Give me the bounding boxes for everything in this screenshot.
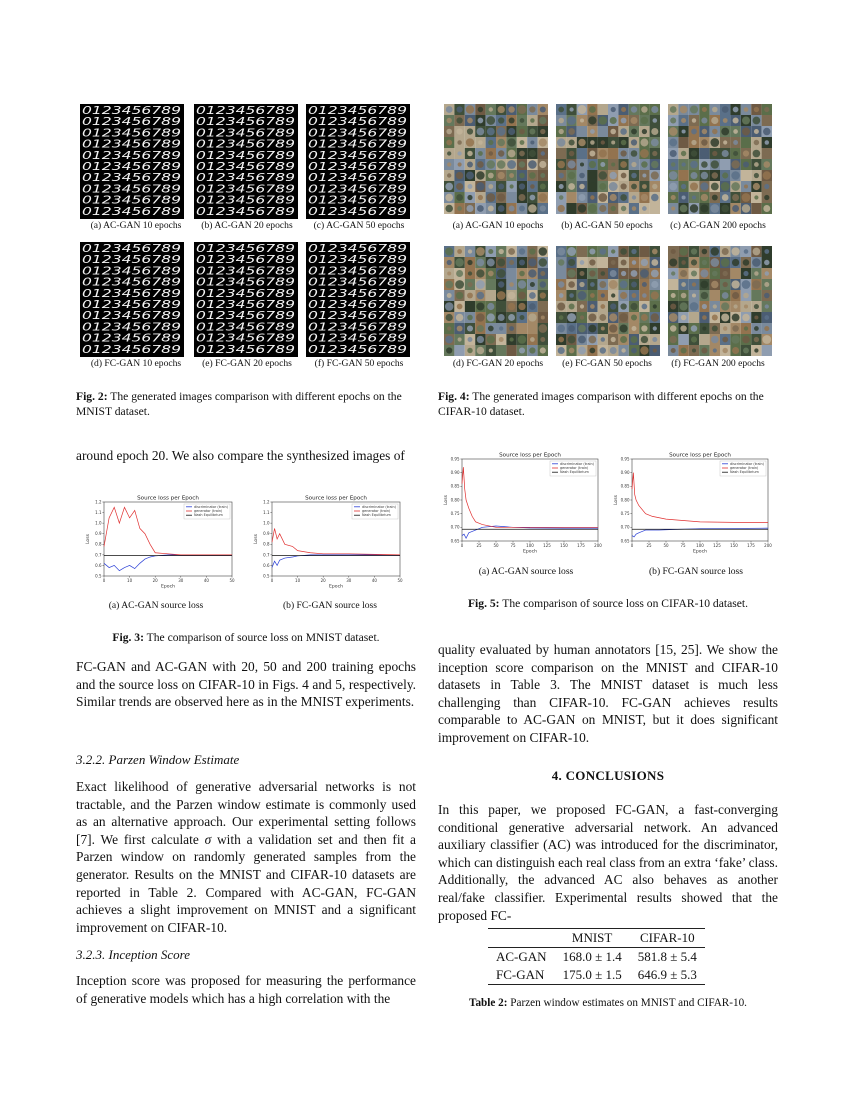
fig2-subcaption-a: (a) AC-GAN 10 epochs	[90, 220, 182, 231]
fig4-subcaption-d: (d) FC-GAN 20 epochs	[452, 358, 544, 369]
conclusions-heading: 4. CONCLUSIONS	[551, 768, 665, 783]
svg-text:0123456789: 0123456789	[82, 286, 181, 300]
fig4-image-d	[444, 246, 548, 361]
x-tick-label: 175	[577, 543, 585, 548]
x-tick-label: 0	[460, 543, 464, 548]
fig2-subcaption-c: (c) AC-GAN 50 epochs	[313, 220, 405, 231]
x-tick-label: 25	[476, 543, 482, 548]
svg-text:0123456789: 0123456789	[82, 160, 181, 173]
svg-text:0123456789: 0123456789	[82, 182, 181, 196]
chart-title: Source loss per Epoch	[305, 495, 367, 502]
fig5-caption	[438, 596, 778, 611]
table-cell: 646.9 ± 5.3	[630, 966, 705, 985]
fig3-chart-a	[82, 492, 242, 594]
left-paragraph-2: FC-GAN and AC-GAN with 20, 50 and 200 training epochs and the source loss on CIFAR-10 in Figs. 4 and 5, respectively. Similar trends are observed here as in the MNIST experiments.	[76, 659, 416, 710]
svg-text:0123456789: 0123456789	[82, 298, 181, 311]
fig4-image-e	[556, 246, 660, 361]
fig4-subcaption-e: (e) FC-GAN 50 epochs	[562, 358, 652, 369]
chart-title: Source loss per Epoch	[137, 495, 199, 502]
legend-entry: generator (train)	[362, 509, 391, 513]
fig4-image-a	[444, 104, 548, 219]
svg-text:0123456789: 0123456789	[82, 242, 181, 255]
svg-text:0123456789: 0123456789	[308, 115, 407, 129]
y-axis-label: Loss	[86, 533, 91, 545]
right-paragraph-2: In this paper, we proposed FC-GAN, a fast-converging conditional generative adversarial network. An advanced auxiliary classifier (AC) was introduced for the discriminator, which can distinguish each real class from an extra ‘fake’ class. Additionally, the advanced AC also behaves as another real/fake classifier. Experimental results showed that the proposed FC-	[438, 802, 778, 923]
svg-text:0123456789: 0123456789	[196, 253, 295, 267]
table-header-empty	[488, 929, 555, 948]
svg-text:0123456789: 0123456789	[196, 275, 295, 289]
y-tick-label: 0.8	[263, 541, 270, 547]
svg-text:0123456789: 0123456789	[196, 242, 295, 255]
legend-entry: discriminator (train)	[730, 461, 764, 466]
svg-text:0123456789: 0123456789	[308, 331, 407, 345]
y-tick-label: 0.90	[620, 470, 630, 476]
fig3-caption-text: The comparison of source loss on MNIST dataset.	[146, 631, 380, 644]
right-paragraph-1: quality evaluated by human annotators [15, 25]. We show the inception score comparison on the MNIST and CIFAR-10 datasets in Table 3. The MNIST dataset is much less challenging than CIFAR-10. FC-GAN achieves results comparable to AC-GAN on MNIST, but it does significant improvement on CIFAR-10.	[438, 642, 778, 745]
table-header-cifar: CIFAR-10	[630, 929, 705, 948]
legend-entry: Nash Equilibrium	[194, 513, 223, 518]
svg-text:0123456789: 0123456789	[82, 204, 181, 218]
y-tick-label: 0.70	[450, 524, 460, 530]
y-tick-label: 0.95	[450, 456, 460, 462]
x-tick-label: 75	[680, 543, 686, 548]
y-tick-label: 0.8	[95, 541, 102, 547]
svg-text:0123456789: 0123456789	[196, 264, 295, 278]
x-tick-label: 100	[526, 543, 534, 548]
x-tick-label: 125	[713, 543, 721, 548]
table-cell: AC-GAN	[496, 949, 547, 964]
table-cell: FC-GAN	[488, 966, 555, 985]
svg-text:0123456789: 0123456789	[196, 309, 295, 323]
svg-text:0123456789: 0123456789	[196, 160, 295, 173]
legend-entry: generator (train)	[730, 466, 759, 470]
x-tick-label: 0	[630, 543, 634, 548]
y-tick-label: 0.70	[620, 524, 630, 530]
svg-text:0123456789: 0123456789	[82, 264, 181, 278]
y-tick-label: 0.7	[263, 552, 270, 558]
fig3-subcaption-a: (a) AC-GAN source loss	[108, 600, 204, 611]
svg-text:0123456789: 0123456789	[82, 104, 181, 117]
legend-entry: discriminator (train)	[362, 504, 396, 509]
fig4-subcaption-f: (f) FC-GAN 200 epochs	[671, 358, 765, 369]
legend-entry: generator (train)	[194, 509, 223, 513]
fig5-chart-b	[610, 449, 778, 559]
x-tick-label: 10	[295, 578, 301, 583]
svg-text:0123456789: 0123456789	[196, 298, 295, 311]
legend-entry: discriminator (train)	[194, 504, 228, 509]
x-tick-label: 50	[493, 543, 499, 548]
fig2-image-e	[194, 242, 298, 357]
table-cell: 168.0 ± 1.4	[562, 949, 622, 964]
chart-title: Source loss per Epoch	[669, 452, 731, 459]
fig5-chart-a	[440, 449, 608, 559]
svg-text:0123456789: 0123456789	[196, 182, 295, 196]
parzen-results-table	[488, 928, 705, 985]
y-tick-label: 0.80	[450, 497, 460, 503]
svg-text:0123456789: 0123456789	[82, 331, 181, 345]
fig4-subcaption-b: (b) AC-GAN 50 epochs	[561, 220, 653, 231]
y-tick-label: 0.65	[450, 538, 460, 544]
svg-text:0123456789: 0123456789	[196, 171, 295, 185]
svg-text:0123456789: 0123456789	[308, 320, 407, 334]
y-tick-label: 0.9	[263, 531, 270, 537]
x-tick-label: 20	[152, 578, 158, 583]
svg-text:0123456789: 0123456789	[196, 193, 295, 207]
y-axis-label: Loss	[444, 494, 449, 506]
y-tick-label: 0.85	[620, 483, 630, 489]
table-2	[488, 928, 705, 985]
svg-text:0123456789: 0123456789	[82, 320, 181, 334]
svg-text:0123456789: 0123456789	[196, 104, 295, 117]
table-row	[488, 966, 705, 985]
y-tick-label: 0.85	[450, 483, 460, 489]
svg-text:0123456789: 0123456789	[308, 264, 407, 278]
y-tick-label: 1.1	[95, 509, 102, 515]
fig4-image-f	[668, 246, 772, 361]
fig4-image-b	[556, 104, 660, 219]
svg-text:0123456789: 0123456789	[82, 193, 181, 207]
fig5-subcaption-a: (a) AC-GAN source loss	[478, 566, 574, 577]
fig2-image-a	[80, 104, 184, 219]
x-tick-label: 40	[203, 578, 209, 583]
sigma-symbol: σ	[204, 831, 212, 847]
fig4-caption	[438, 389, 778, 419]
y-tick-label: 0.75	[450, 511, 460, 517]
x-tick-label: 200	[594, 543, 602, 548]
x-tick-label: 150	[560, 543, 568, 548]
svg-text:0123456789: 0123456789	[196, 204, 295, 218]
fig3-caption	[76, 630, 416, 645]
x-tick-label: 50	[397, 578, 403, 583]
x-tick-label: 30	[346, 578, 352, 583]
fig4-image-c	[668, 104, 772, 219]
svg-text:0123456789: 0123456789	[308, 286, 407, 300]
svg-text:0123456789: 0123456789	[308, 126, 407, 140]
fig2-subcaption-f: (f) FC-GAN 50 epochs	[314, 358, 404, 369]
fig2-image-d	[80, 242, 184, 357]
fig2-caption-text: The generated images comparison with different epochs on the MNIST dataset.	[76, 390, 402, 418]
svg-text:0123456789: 0123456789	[82, 309, 181, 323]
x-tick-label: 30	[178, 578, 184, 583]
legend-entry: Nash Equilibrium	[362, 513, 391, 518]
y-tick-label: 1.0	[263, 520, 270, 526]
fig3-subcaption-b: (b) FC-GAN source loss	[282, 600, 378, 611]
y-tick-label: 0.75	[620, 511, 630, 517]
svg-text:0123456789: 0123456789	[308, 253, 407, 267]
fig3-label: Fig. 3:	[112, 631, 144, 644]
y-tick-label: 0.7	[95, 552, 102, 558]
svg-text:0123456789: 0123456789	[196, 137, 295, 151]
svg-text:0123456789: 0123456789	[196, 126, 295, 140]
x-axis-label: Epoch	[522, 549, 538, 555]
svg-text:0123456789: 0123456789	[82, 342, 181, 356]
y-tick-label: 0.95	[620, 456, 630, 462]
x-tick-label: 40	[371, 578, 377, 583]
fig3-chart-b	[250, 492, 410, 594]
table-header-mnist: MNIST	[555, 929, 630, 948]
y-tick-label: 0.5	[95, 573, 102, 579]
y-tick-label: 1.2	[95, 499, 102, 505]
x-tick-label: 0	[270, 578, 274, 583]
y-tick-label: 1.2	[263, 499, 270, 505]
section-3-2-2-heading: 3.2.2. Parzen Window Estimate	[76, 752, 240, 767]
fig4-subcaption-a: (a) AC-GAN 10 epochs	[452, 220, 544, 231]
x-tick-label: 125	[543, 543, 551, 548]
fig2-label: Fig. 2:	[76, 390, 108, 403]
svg-text:0123456789: 0123456789	[82, 253, 181, 267]
y-tick-label: 0.5	[263, 573, 270, 579]
x-tick-label: 25	[646, 543, 652, 548]
x-tick-label: 20	[320, 578, 326, 583]
svg-text:0123456789: 0123456789	[308, 275, 407, 289]
fig2-image-c	[306, 104, 410, 219]
svg-text:0123456789: 0123456789	[82, 137, 181, 151]
fig5-caption-text: The comparison of source loss on CIFAR-10 dataset.	[502, 597, 749, 610]
table-cell: 175.0 ± 1.5	[555, 966, 630, 985]
fig4-subcaption-c: (c) AC-GAN 200 epochs	[670, 220, 766, 231]
section-3-2-3-heading: 3.2.3. Inception Score	[76, 947, 190, 962]
fig2-caption	[76, 389, 416, 419]
svg-text:0123456789: 0123456789	[308, 148, 407, 162]
y-tick-label: 1.1	[263, 509, 270, 515]
svg-text:0123456789: 0123456789	[308, 160, 407, 173]
left-paragraph-3	[76, 778, 416, 936]
fig2-image-b	[194, 104, 298, 219]
x-axis-label: Epoch	[692, 549, 708, 555]
x-tick-label: 100	[696, 543, 704, 548]
table2-caption	[438, 996, 778, 1011]
y-tick-label: 0.9	[95, 531, 102, 537]
svg-text:0123456789: 0123456789	[82, 275, 181, 289]
legend-entry: generator (train)	[560, 466, 589, 470]
y-tick-label: 0.90	[450, 470, 460, 476]
table-cell: 581.8 ± 5.4	[637, 949, 697, 964]
svg-text:0123456789: 0123456789	[308, 137, 407, 151]
svg-text:0123456789: 0123456789	[308, 342, 407, 356]
x-tick-label: 75	[510, 543, 516, 548]
chart-title: Source loss per Epoch	[499, 452, 561, 459]
svg-text:0123456789: 0123456789	[196, 148, 295, 162]
x-tick-label: 200	[764, 543, 772, 548]
svg-text:0123456789: 0123456789	[308, 193, 407, 207]
svg-text:0123456789: 0123456789	[82, 171, 181, 185]
table2-label: Table 2:	[469, 997, 508, 1009]
svg-text:0123456789: 0123456789	[196, 115, 295, 129]
svg-text:0123456789: 0123456789	[196, 342, 295, 356]
left-paragraph-4: Inception score was proposed for measuring the performance of generative models which has a high correlation with the	[76, 973, 416, 1006]
svg-text:0123456789: 0123456789	[196, 331, 295, 345]
fig5-subcaption-b: (b) FC-GAN source loss	[648, 566, 744, 577]
svg-text:0123456789: 0123456789	[196, 320, 295, 334]
fig4-label: Fig. 4:	[438, 390, 470, 403]
x-tick-label: 0	[102, 578, 106, 583]
parzen-text-a: Exact likelihood of generative adversarial networks is not tractable, and the Parzen window estimate is commonly used as an alternative approach. Our experimental setting follows [7]. We first calculate	[76, 779, 416, 847]
svg-text:0123456789: 0123456789	[308, 298, 407, 311]
fig2-image-f	[306, 242, 410, 357]
table-row	[488, 948, 705, 967]
svg-text:0123456789: 0123456789	[308, 171, 407, 185]
y-axis-label: Loss	[614, 494, 619, 506]
parzen-text-b: with a validation set and then fit a Parzen window on randomly generated samples from the generator. Results on the MNIST and CIFAR-10 datasets are reported in Table 2. Compared with AC-GAN, FC-GAN achieves a slight improvement on MNIST and a significant improvement on CIFAR-10.	[76, 831, 416, 935]
x-axis-label: Epoch	[160, 584, 176, 590]
fig2-subcaption-e: (e) FC-GAN 20 epochs	[202, 358, 292, 369]
x-axis-label: Epoch	[328, 584, 344, 590]
svg-text:0123456789: 0123456789	[82, 126, 181, 140]
fig2-subcaption-d: (d) FC-GAN 10 epochs	[90, 358, 182, 369]
svg-text:0123456789: 0123456789	[308, 182, 407, 196]
y-tick-label: 0.65	[620, 538, 630, 544]
svg-text:0123456789: 0123456789	[196, 286, 295, 300]
left-paragraph-1: around epoch 20. We also compare the synthesized images of	[76, 448, 405, 463]
svg-text:0123456789: 0123456789	[82, 148, 181, 162]
fig4-caption-text: The generated images comparison with different epochs on the CIFAR-10 dataset.	[438, 390, 764, 418]
legend-entry: Nash Equilibrium	[730, 470, 759, 475]
y-tick-label: 0.6	[263, 562, 270, 568]
x-tick-label: 10	[127, 578, 133, 583]
y-tick-label: 0.80	[620, 497, 630, 503]
svg-text:0123456789: 0123456789	[82, 115, 181, 129]
svg-text:0123456789: 0123456789	[308, 204, 407, 218]
legend-entry: Nash Equilibrium	[560, 470, 589, 475]
y-tick-label: 0.6	[95, 562, 102, 568]
legend-entry: discriminator (train)	[560, 461, 594, 466]
table2-caption-text: Parzen window estimates on MNIST and CIFAR-10.	[510, 997, 747, 1009]
fig5-label: Fig. 5:	[467, 597, 500, 610]
y-tick-label: 1.0	[95, 520, 102, 526]
svg-text:0123456789: 0123456789	[308, 242, 407, 255]
x-tick-label: 50	[663, 543, 669, 548]
x-tick-label: 175	[747, 543, 755, 548]
fig2-subcaption-b: (b) AC-GAN 20 epochs	[201, 220, 293, 231]
y-axis-label: Loss	[254, 533, 259, 545]
svg-text:0123456789: 0123456789	[308, 309, 407, 323]
x-tick-label: 50	[229, 578, 235, 583]
svg-text:0123456789: 0123456789	[308, 104, 407, 117]
x-tick-label: 150	[730, 543, 738, 548]
